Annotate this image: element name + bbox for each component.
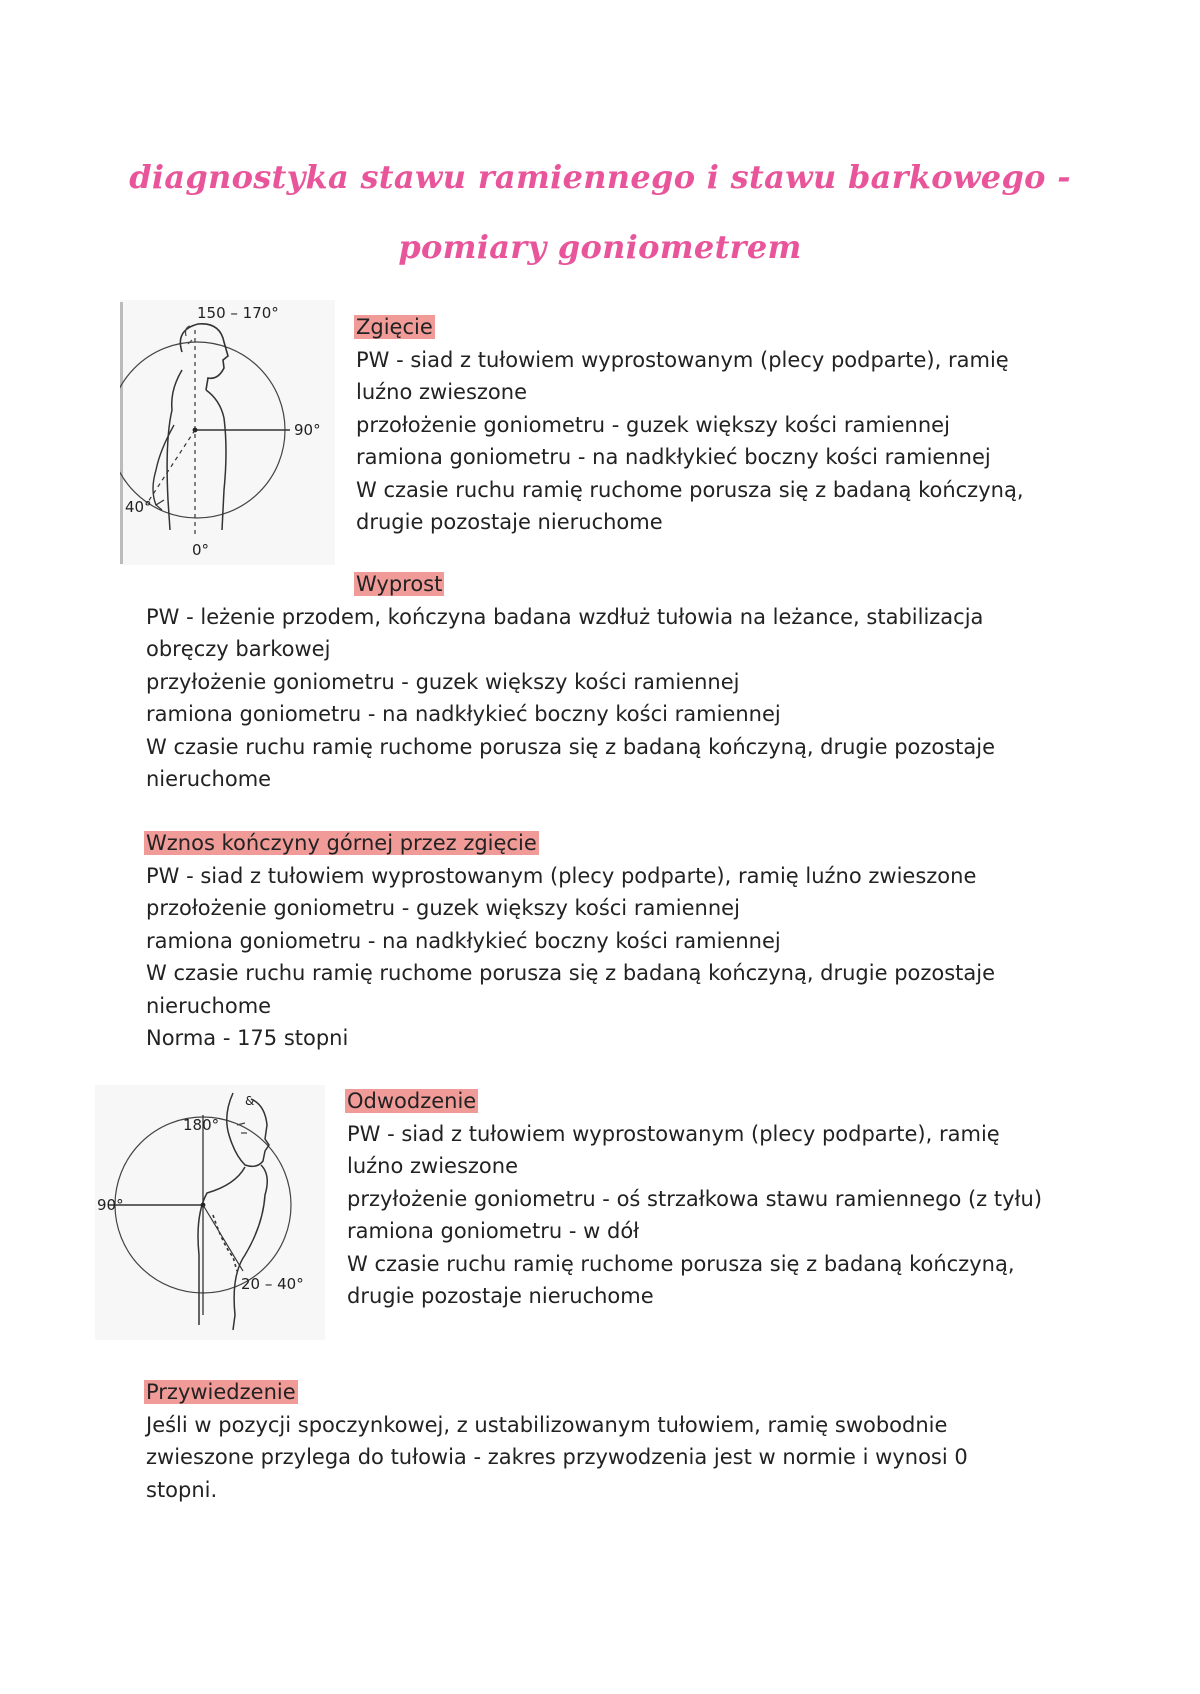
odwodzenie-line-4: ramiona goniometru - w dół: [347, 1219, 640, 1243]
wyprost-line-4: ramiona goniometru - na nadkłykieć boczny kości ramiennej: [146, 702, 781, 726]
section-heading-wyprost: Wyprost: [356, 572, 443, 596]
wznos-line-3: ramiona goniometru - na nadkłykieć boczny kości ramiennej: [146, 928, 781, 953]
section-heading-przywiedzenie: Przywiedzenie: [146, 1380, 296, 1404]
flexion-label-150-170: 150 – 170°: [197, 304, 279, 322]
flexion-label-90: 90°: [294, 421, 321, 439]
abduction-label-180: 180°: [183, 1116, 220, 1134]
flexion-illustration: [120, 300, 335, 565]
section-przywiedzenie: [146, 1376, 968, 1506]
wznos-line-2: przołożenie goniometru - guzek większy kości ramiennej: [146, 896, 740, 920]
document-title-line-1: diagnostyka stawu ramiennego i stawu barkowego -: [129, 158, 1071, 196]
wznos-line-5: nieruchome: [146, 993, 272, 1018]
wyprost-line-6: nieruchome: [146, 767, 272, 791]
section-wyprost: [146, 568, 995, 796]
wznos-line-4: W czasie ruchu ramię ruchome porusza się z badaną kończyną, drugie pozostaje: [146, 961, 996, 985]
zgiecie-line-1: PW - siad z tułowiem wyprostowanym (plecy podparte), ramię: [356, 347, 1009, 372]
section-zgiecie: [356, 311, 1024, 539]
zgiecie-line-5: W czasie ruchu ramię ruchome porusza się z badaną kończyną,: [356, 477, 1024, 502]
section-odwodzenie: [347, 1085, 1042, 1313]
wznos-line-1: PW - siad z tułowiem wyprostowanym (plecy podparte), ramię luźno zwieszone: [146, 863, 977, 888]
przywiedzenie-line-2: zwieszone przylega do tułowia - zakres przywodzenia jest w normie i wynosi 0: [146, 1445, 968, 1469]
odwodzenie-line-6: drugie pozostaje nieruchome: [347, 1284, 654, 1308]
section-heading-wznos: Wznos kończyny górnej przez zgięcie: [146, 831, 537, 855]
wyprost-line-2: obręczy barkowej: [146, 637, 331, 661]
document-title-line-2: pomiary goniometrem: [398, 228, 802, 266]
flexion-label-0: 0°: [192, 541, 210, 559]
section-wznos: [146, 827, 995, 1055]
odwodzenie-line-5: W czasie ruchu ramię ruchome porusza się z badaną kończyną,: [347, 1251, 1015, 1276]
abduction-illustration: [95, 1085, 325, 1340]
section-heading-zgiecie: Zgięcie: [356, 315, 433, 339]
zgiecie-line-4: ramiona goniometru - na nadkłykieć boczny kości ramiennej: [356, 445, 991, 469]
wznos-line-6: Norma - 175 stopni: [146, 1026, 349, 1050]
flexion-label-40: 40°: [125, 498, 152, 516]
odwodzenie-line-2: luźno zwieszone: [347, 1154, 518, 1178]
przywiedzenie-line-3: stopni.: [146, 1477, 218, 1502]
wyprost-line-3: przyłożenie goniometru - guzek większy kości ramiennej: [146, 669, 740, 694]
odwodzenie-line-3: przyłożenie goniometru - oś strzałkowa stawu ramiennego (z tyłu): [347, 1186, 1043, 1211]
section-heading-odwodzenie: Odwodzenie: [347, 1089, 477, 1113]
abduction-label-20-40: 20 – 40°: [241, 1275, 304, 1293]
wyprost-line-5: W czasie ruchu ramię ruchome porusza się z badaną kończyną, drugie pozostaje: [146, 734, 996, 759]
abduction-label-90: 90°: [97, 1196, 124, 1214]
przywiedzenie-line-1: Jeśli w pozycji spoczynkowej, z ustabilizowanym tułowiem, ramię swobodnie: [146, 1412, 948, 1437]
zgiecie-line-6: drugie pozostaje nieruchome: [356, 510, 663, 534]
svg-text:&: &: [245, 1094, 255, 1108]
zgiecie-line-2: luźno zwieszone: [356, 380, 527, 404]
odwodzenie-line-1: PW - siad z tułowiem wyprostowanym (plecy podparte), ramię: [347, 1121, 1000, 1146]
wyprost-line-1: PW - leżenie przodem, kończyna badana wzdłuż tułowia na leżance, stabilizacja: [146, 604, 984, 629]
zgiecie-line-3: przołożenie goniometru - guzek większy kości ramiennej: [356, 412, 950, 437]
